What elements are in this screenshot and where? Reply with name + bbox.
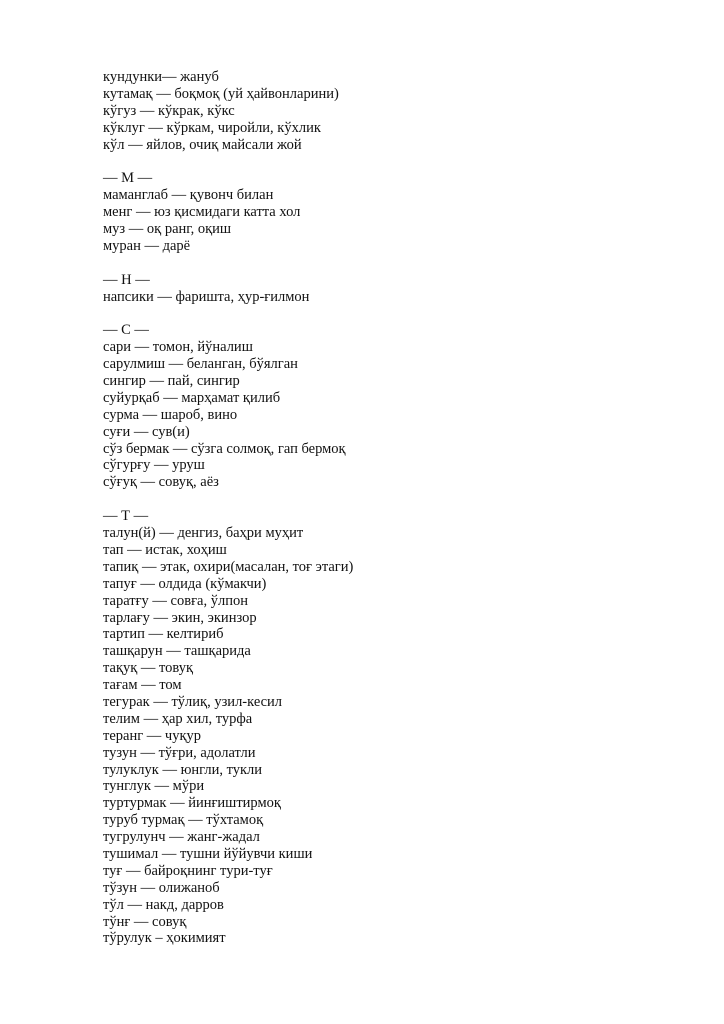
glossary-entry: тўнғ — совуқ: [103, 913, 187, 930]
glossary-entry: тугрулунч — жанг-жадал: [103, 829, 260, 846]
section-divider: [103, 305, 663, 322]
glossary-entry: тақуқ — товуқ: [103, 660, 194, 677]
section-heading: — С —: [103, 322, 149, 339]
glossary-section-m: [103, 170, 663, 254]
glossary-entry: муз — оқ ранг, оқиш: [103, 221, 232, 238]
glossary-entry: талун(й) — денгиз, баҳри муҳит: [103, 525, 304, 542]
glossary-entry: тапиқ — этак, охири(масалан, тоғ этаги): [103, 558, 354, 575]
glossary-entry: кўгуз — кўкрак, кўкс: [103, 102, 235, 119]
glossary-entry: таратғу — совға, ўлпон: [103, 592, 248, 609]
glossary-entry: туруб турмақ — тўхтамоқ: [103, 812, 264, 829]
glossary-section-n: [103, 272, 663, 306]
glossary-entry: туртурмак — йинғиштирмоқ: [103, 795, 281, 812]
glossary-entry: сурма — шароб, вино: [103, 406, 238, 423]
glossary-entry: сўғуқ — совуқ, аёз: [103, 474, 219, 491]
glossary-entry: ташқарун — ташқарида: [103, 643, 251, 660]
glossary-entry: тўл — накд, дарров: [103, 896, 224, 913]
section-divider: [103, 255, 663, 272]
glossary-entry: кўл — яйлов, очиқ майсали жой: [103, 136, 302, 153]
glossary-entry: тапуғ — олдида (кўмакчи): [103, 575, 267, 592]
glossary-entry: телим — ҳар хил, турфа: [103, 710, 253, 727]
section-heading: — М —: [103, 170, 153, 187]
glossary-entry: напсики — фаришта, ҳур-ғилмон: [103, 288, 310, 305]
glossary-entry: сингир — пай, сингир: [103, 373, 240, 390]
glossary-section-t: [103, 508, 663, 947]
glossary-entry: теранг — чуқур: [103, 727, 202, 744]
glossary-entry: тап — истак, хоҳиш: [103, 541, 227, 558]
glossary-entry: суғи — сув(и): [103, 423, 190, 440]
glossary-entry: тегурак — тўлиқ, узил-кесил: [103, 693, 283, 710]
glossary-entry: кундунки— жануб: [103, 69, 219, 85]
glossary-entry: менг — юз қисмидаги катта хол: [103, 204, 301, 221]
glossary-section-k: [103, 69, 663, 153]
glossary-entry: тўзун — олижаноб: [103, 879, 220, 896]
glossary-entry: тағам — том: [103, 677, 182, 694]
glossary-page: [103, 69, 663, 947]
glossary-entry: тунглук — мўри: [103, 778, 205, 795]
glossary-entry: сўгурғу — уруш: [103, 457, 205, 474]
glossary-section-s: [103, 322, 663, 491]
glossary-entry: маманглаб — қувонч билан: [103, 187, 274, 204]
section-heading: — Т —: [103, 508, 149, 525]
glossary-entry: суйурқаб — марҳамат қилиб: [103, 389, 281, 406]
glossary-entry: сарулмиш — беланган, бўялган: [103, 356, 298, 373]
glossary-entry: сари — томон, йўналиш: [103, 339, 253, 356]
glossary-entry: тартип — келтириб: [103, 626, 224, 643]
glossary-entry: тушимал — тушни йўйувчи киши: [103, 845, 313, 862]
glossary-entry: тарлағу — экин, экинзор: [103, 609, 257, 626]
glossary-entry: муран — дарё: [103, 237, 191, 254]
glossary-entry: сўз бермак — сўзга солмоқ, гап бермоқ: [103, 440, 346, 457]
section-heading: — Н —: [103, 271, 150, 288]
glossary-entry: кутамақ — боқмоқ (уй ҳайвонларини): [103, 85, 339, 102]
section-divider: [103, 153, 663, 170]
glossary-entry: тузун — тўғри, адолатли: [103, 744, 256, 761]
section-divider: [103, 491, 663, 508]
glossary-entry: туғ — байроқнинг тури-туғ: [103, 862, 273, 879]
glossary-entry: тўрулук – ҳокимият: [103, 930, 226, 947]
glossary-entry: кўклуг — кўркам, чиройли, кўхлик: [103, 119, 321, 136]
glossary-entry: тулуклук — юнгли, тукли: [103, 761, 263, 778]
